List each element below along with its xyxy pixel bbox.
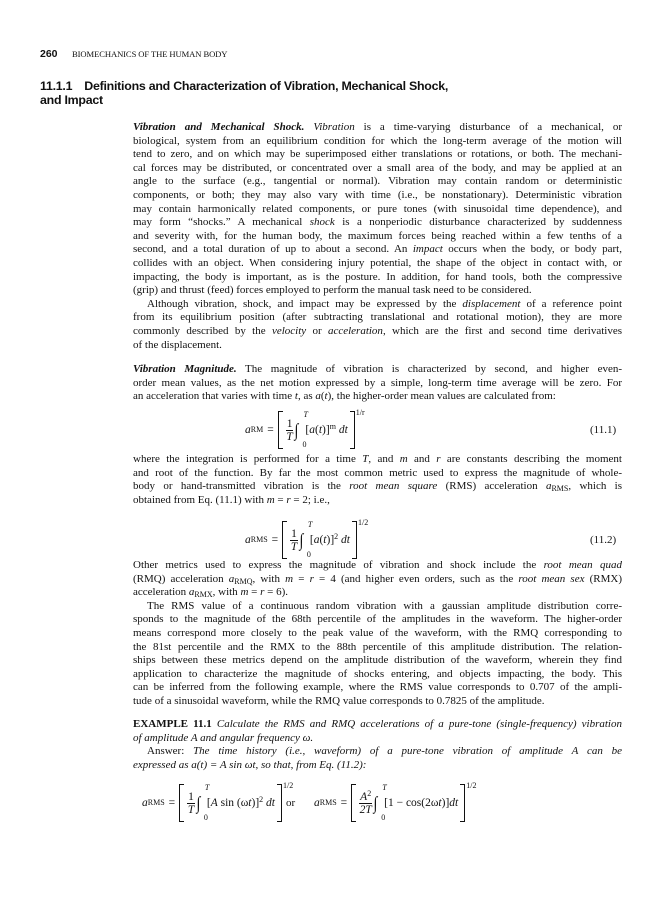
text-line [133,339,622,353]
paragraph-rms-definition [133,453,622,507]
equation-example-rms-b: a RMS = $\frac{A^2}{2T}$ ∫ T 0 [1 − cos(2ωt)]dt 1/2 [314,781,477,822]
text-run: Answer: [147,745,194,758]
section-title-line2: and Impact [40,93,103,108]
text-line [133,467,622,481]
text-run: tend to zero, and on which may be superimposed either translations or rotations, or both. The mechani- [133,148,622,161]
text-run: r [260,586,265,599]
text-line [133,480,622,494]
text-run: angle to the surface (e.g., tangential or normal). Vibration may contain random or deterministic [133,175,622,188]
text-run: = 6). [264,586,289,599]
text-run: = [293,572,310,585]
equation-11-2: a RMS = $\frac{1}{T}$ ∫ T 0 $[a(t)]^2$ dt 1/2 [245,518,369,559]
denominator: T [187,803,195,816]
integrand [384,797,458,809]
text-run: m [285,572,294,585]
text-run: EXAMPLE 11.1 [133,718,212,730]
integral-sign [294,409,308,449]
eq-lhs: a [245,424,251,436]
text-line [133,453,622,467]
text-line [133,271,622,285]
text-run: )] [441,797,450,809]
equation-label-11-2: (11.2) [590,534,617,546]
eq-equals: = [168,797,176,809]
text-run: )] [326,534,335,546]
text-line [133,613,622,627]
text-run: A [210,797,218,809]
integral-lower-limit: 0 [302,439,307,449]
right-bracket [350,411,355,449]
integral-sign [196,782,210,822]
text-run: may form “shocks.” A mechanical [133,216,310,229]
text-run: and [407,453,437,465]
text-run: dt [449,797,459,809]
superscript: m [329,422,336,431]
text-run: (RMS) acceleration [437,480,546,493]
eq-exponent: 1/2 [357,518,369,527]
text-run: t [324,390,328,403]
text-run: m [399,453,408,465]
text-run: , which are the first and second time derivatives [382,324,622,337]
text-run: t [323,534,327,546]
text-run: root mean quad [543,559,622,571]
text-run: or [306,324,328,337]
text-run: , as [297,390,316,403]
text-line [133,600,622,614]
right-bracket [460,784,465,822]
text-run: from its equilibrium position (after subtracting translational and rotational motion), they are more [133,311,622,324]
fraction [286,418,294,443]
text-run: where the integration is performed for a time [133,453,363,465]
text-run: is a time-varying disturbance of a mechanical, or [354,121,623,133]
text-run: are constants describing the moment [440,453,622,465]
text-run: The time history (i.e., waveform) of a pure-tone vibration of amplitude A can be [193,745,622,758]
integral-lower-limit: 0 [306,549,311,559]
text-line [133,681,622,695]
text-run: and severity with, for the human body, the maximum forces being reached within a few tenths of a [133,229,622,242]
text-run: can be inferred from the following example, where the RMS value corresponds to 0.707 of the ampli- [133,681,622,694]
text-run: m [240,586,249,599]
text-run: ships between these metrics depend on the amplitude distribution of the waveform, wherein they find [133,654,622,667]
numerator [286,418,294,431]
text-line [133,121,622,135]
page-number: 260 [40,48,58,60]
integral-upper-limit: T [382,782,387,792]
eq-equals: = [340,797,348,809]
text-run: acceleration [327,324,383,337]
fraction [187,791,195,816]
text-run: , with [212,586,241,599]
text-run: T [362,453,369,465]
numerator [187,791,195,804]
text-run: may contain harmonically related components, or pure tones (with sinusoidal time dependence), and [133,202,622,215]
numerator [359,788,372,804]
paragraph-other-metrics [133,559,622,709]
text-line [133,732,622,746]
integral-upper-limit: T [307,519,313,529]
text-run: t [438,797,442,809]
text-run: r [309,572,314,585]
equation-11-1: a RM = $\frac{1}{T}$ ∫ T 0 $[a(t)]^m$ dt 1/r [245,408,365,449]
text-run: of amplitude A and angular frequency ω. [133,731,314,744]
text-run: is a nonperiodic disturbance characterized by suddenness [334,216,622,229]
left-bracket [179,784,184,822]
integral-symbol: ∫ [294,419,299,440]
text-run: [1 − cos(2ω [384,797,439,809]
text-run: (grip) and thrust (feed) forces employed to perform the manual task need to be considered. [133,284,532,297]
text-run: [ [309,534,314,546]
text-run: r [436,453,441,465]
text-line [133,494,622,508]
text-run: ( [320,390,325,403]
integral-sign [373,782,387,822]
eq-lhs: a [314,797,320,809]
text-run: ), the higher-order mean values are calculated from: [327,390,556,403]
text-line [133,175,622,189]
fraction [359,788,372,816]
text-run: tude of a sinusoidal waveform, while the RMQ value corresponds to 0.7825 of the amplitude. [133,694,545,707]
text-run: of the displacement. [133,338,222,351]
text-run: application to characterize the magnitude of shocks entering, and objects impacting, the body. This [133,667,622,680]
eq-exponent: 1/2 [283,781,294,790]
eq-equals: = [271,534,279,546]
numerator-text: 1 [291,527,297,540]
left-bracket [282,521,287,559]
text-run: [ [206,797,211,809]
text-line [133,390,622,404]
text-line [133,759,622,773]
text-line [133,284,622,298]
text-run: the 81st percentile and the RMX to the 88th percentile of this amplitude distribution. The relation- [133,640,622,653]
text-run: [ [305,424,310,436]
text-run: , which is [568,480,623,493]
text-run: a [315,390,321,403]
text-run: Vibration [313,121,355,133]
text-run: = 2; i.e., [290,493,330,506]
text-run: Other metrics used to express the magnitude of vibration and shock include the [133,559,544,571]
text-run: = [274,493,287,506]
text-run: r [286,493,291,506]
text-line [133,243,622,257]
text-run: components, or both; they may also vary with time (i.e., be nonstationary). Deterministic vibration [133,188,622,201]
superscript: 2 [334,532,339,541]
text-run: velocity [271,324,307,337]
text-run: Vibration Magnitude. [133,363,237,375]
text-run: a [188,586,195,599]
text-run: , and [368,453,400,465]
equation-or: or [286,797,296,809]
numerator-text: 1 [286,417,293,430]
text-line [133,298,622,312]
eq-lhs: a [245,534,251,546]
text-line [133,559,622,573]
text-run: dt [335,424,348,436]
integral-upper-limit: T [303,409,308,419]
text-line [133,718,622,732]
integral-lower-limit: 0 [381,812,386,822]
left-bracket [351,784,356,822]
right-bracket [352,521,357,559]
text-run: dt [263,797,275,809]
text-line [133,695,622,709]
text-run: biological, system from an equilibrium condition for which the long-term average of the motion will [133,134,622,147]
eq-equals: = [267,424,274,436]
text-run: means correspond more closely to the peak value of the waveform, with the RMQ corresponding to [133,626,622,639]
text-line [133,627,622,641]
text-run: sponds to the magnitude of the 68th percentile of the amplitudes in the waveform. The higher-order [133,613,622,626]
text-line [133,230,622,244]
text-line [133,573,622,587]
text-line [133,162,622,176]
running-title: BIOMECHANICS OF THE HUMAN BODY [72,49,228,59]
integrand [305,424,347,436]
text-run: )] [322,424,330,436]
text-run [304,121,313,133]
text-line [133,641,622,655]
text-run: dt [338,534,350,546]
equation-example-rms-a: a RMS = $\frac{1}{T}$ ∫ T 0 [A sin (ωt)]$^2$ dt 1/2 [142,781,294,822]
section-heading [40,79,448,108]
text-run: displacement [462,297,521,310]
running-header [40,48,227,60]
text-line [133,586,622,600]
text-run: a [313,534,320,546]
text-run: ( [314,424,319,436]
text-line [133,654,622,668]
text-run: second, and a total duration of up to about a second. An [133,243,413,256]
denominator: 2T [359,803,372,816]
text-run: , with [252,572,286,585]
subscript: RMQ [234,576,253,586]
text-run: )] [251,797,260,809]
text-run: Calculate the RMS and RMQ accelerations of a pure-tone (single-frequency) vibration [216,718,622,730]
text-run: m [266,493,275,506]
paragraph-vibration-and-shock [133,121,622,352]
text-run: an acceleration that varies with time [133,390,295,403]
text-line [133,216,622,230]
text-line [133,135,622,149]
integral-lower-limit: 0 [203,812,208,822]
text-run: expressed as a(t) = A sin ωt, so that, from Eq. (11.2): [133,758,367,771]
text-run: t [294,390,298,403]
text-line [133,189,622,203]
numerator [290,528,298,541]
integral-upper-limit: T [204,782,210,792]
text-run: commonly described by the [133,324,272,337]
denominator: T [286,430,293,443]
text-run: of a reference point [520,297,622,310]
text-line [133,203,622,217]
subscript: RMX [194,590,213,600]
integral-symbol: ∫ [196,792,201,813]
text-run: The RMS value of a continuous random vibration with a gaussian amplitude distribution corre- [147,599,622,612]
numerator-exponent: 2 [367,788,372,798]
text-run: impacting, the body is important, as is the posture. In addition, for hand tools, both the compressive [133,270,622,283]
text-run: a [545,480,552,493]
paragraph-vibration-magnitude [133,363,622,404]
integrand [310,534,350,546]
text-line [133,148,622,162]
text-run: The magnitude of vibration is characterized by second, and higher even- [236,363,623,375]
integral-symbol: ∫ [373,792,378,813]
text-run: and root of the function. By far the most common metric used to express the magnitude of whole- [133,466,622,479]
subscript: RMS [551,484,569,494]
text-run: sin (ω [217,797,249,809]
text-run: obtained from Eq. (11.1) with [133,493,267,506]
integral-sign [299,519,313,559]
text-line [133,377,622,391]
section-number: 11.1.1 [40,79,73,93]
eq-lhs: a [142,797,148,809]
text-run: a [309,424,315,436]
text-run: acceleration [133,586,189,599]
text-run: collides with an object. When considering injury potential, the shape of the object in contact with, or [133,256,622,269]
text-run: (RMX) [584,572,622,585]
text-run: = [248,586,261,599]
right-bracket [277,784,282,822]
numerator-text: 1 [188,790,194,803]
text-run: (RMQ) acceleration [133,572,229,585]
integral-symbol: ∫ [299,529,304,550]
text-run: impact [412,243,443,256]
text-run: Although vibration, shock, and impact may be expressed by the [147,297,463,310]
text-line [133,325,622,339]
text-run: Vibration and Mechanical Shock. [133,121,305,133]
text-run: root mean square [349,480,438,493]
text-run: shock [309,216,335,229]
text-run: = 4 (and higher even orders, such as the [313,572,519,585]
left-bracket [278,411,283,449]
text-line [133,311,622,325]
text-line [133,745,622,759]
text-run: ( [319,534,324,546]
text-run: cal forces may be distributed, or concentrated over a small area of the body, and may be applied at an [133,161,622,174]
example-11-1 [133,718,622,772]
fraction [290,528,298,553]
integrand [207,797,275,809]
text-line [133,668,622,682]
text-run: occurs when the body, or body part, [442,243,622,256]
text-run: t [248,797,252,809]
eq-exponent: 1/2 [466,781,477,790]
text-run: a [228,572,235,585]
numerator-text: A [360,790,368,803]
equation-label-11-1: (11.1) [590,424,617,436]
text-line [133,257,622,271]
text-run: order mean values, as the net motion expressed by a simple, long-term time average will be zero. For [133,376,622,389]
text-run: root mean sex [518,572,585,585]
section-title-line1: Definitions and Characterization of Vibration, Mechanical Shock, [84,79,449,93]
text-run: t [318,424,323,436]
eq-exponent: 1/r [355,408,365,417]
superscript: 2 [259,795,264,804]
text-run: body or hand-transmitted vibration is the [133,480,350,493]
denominator: T [290,540,298,553]
text-line [133,363,622,377]
